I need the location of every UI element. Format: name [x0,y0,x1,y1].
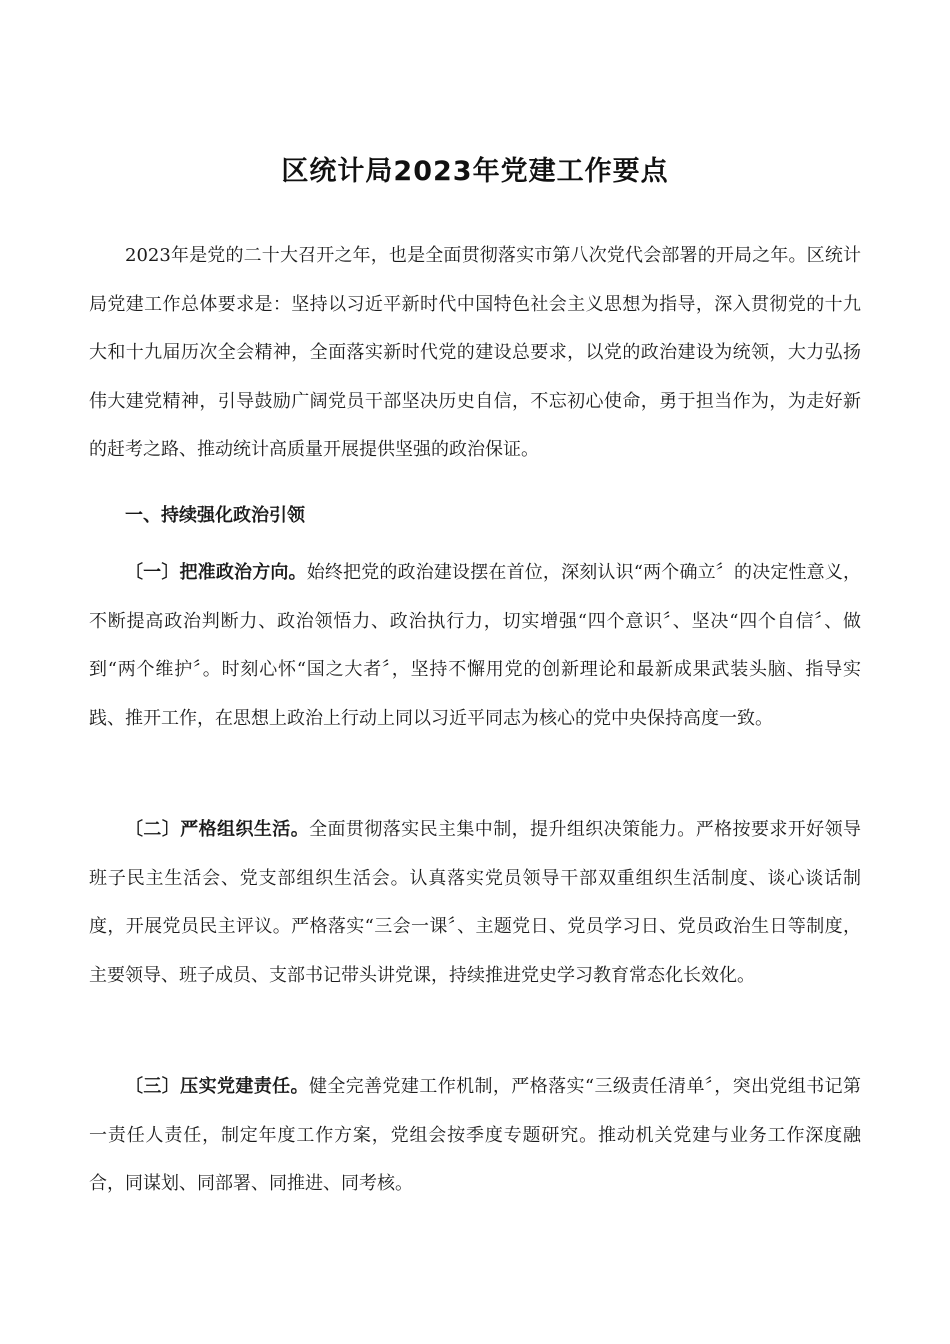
intro-paragraph: 2023年是党的二十大召开之年，也是全面贯彻落实市第八次党代会部署的开局之年。区统计局党建工作总体要求是：坚持以习近平新时代中国特色社会主义思想为指导，深入贯彻党的十九大和十九届历次全会精神，全面落实新时代党的建设总要求，以党的政治建设为统领，大力弘扬伟大建党精神，引导鼓励广阔党员干部坚决历史自信，不忘初心使命，勇于担当作为，为走好新的赶考之路、推动统计高质量开展提供坚强的政治保证。 [89,245,861,460]
item-lead-1: 〔一〕把准政治方向。 [125,562,307,583]
item-text-2: 全面贯彻落实民主集中制，提升组织决策能力。严格按要求开好领导班子民主生活会、党支部组织生活会。认真落实党员领导干部双重组织生活制度、谈心谈话制度，开展党员民主评议。严格落实“三会一课〞、主题党日、党员学习日、党员政治生日等制度，主要领导、班子成员、支部书记带头讲党课，持续推进党史学习教育常态化长效化。 [89,819,862,986]
item-text-1: 始终把党的政治建设摆在首位，深刻认识“两个确立〞的决定性意义，不断提高政治判断力、政治领悟力、政治执行力，切实增强“四个意识〞、坚决“四个自信〞、做到“两个维护〞。时刻心怀“国之大者〞，坚持不懈用党的创新理论和最新成果武装头脑、指导实践、推开工作，在思想上政治上行动上同以习近平同志为核心的党中央保持高度一致。 [89,562,861,729]
item-lead-2: 〔二〕严格组织生活。 [125,819,310,840]
item-paragraph-2 [89,806,861,1000]
item-text-3: 健全完善党建工作机制，严格落实“三级责任清单〞，突出党组书记第一责任人责任，制定年度工作方案，党组会按季度专题研究。推动机关党建与业务工作深度融合，同谋划、同部署、同推进、同考核。 [89,1076,861,1194]
section-heading [89,492,861,541]
item-paragraph-1 [89,549,861,743]
item-lead-3: 〔三〕压实党建责任。 [125,1076,309,1097]
item-paragraph-3 [89,1063,861,1209]
document-title: 区统计局2023年党建工作要点 [281,156,669,187]
section-heading-text: 一、持续强化政治引领 [125,505,305,526]
